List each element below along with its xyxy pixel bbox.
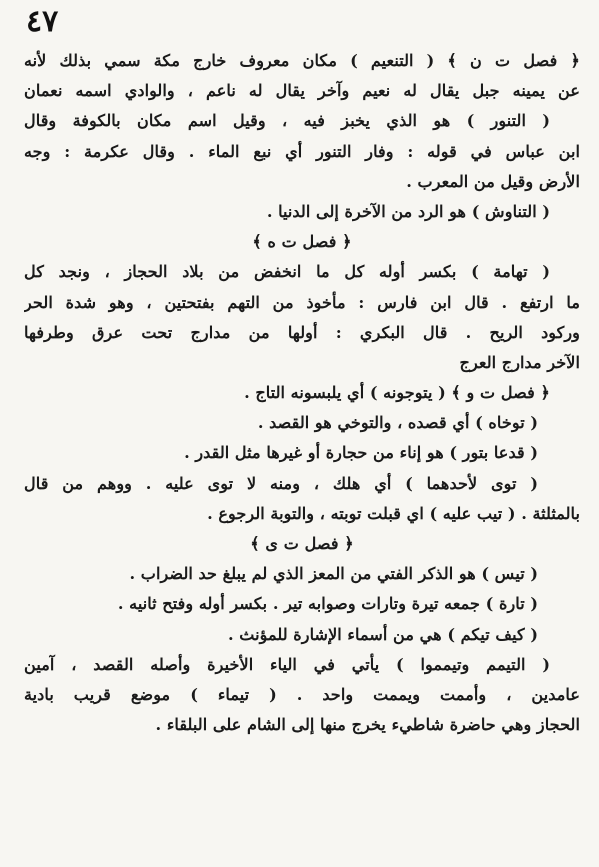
text-line: الحجاز وهي حاضرة شاطيء يخرج منها إلى الشام على البلقاء . (155, 715, 580, 735)
text-line: عامدين ، وأممت ويممت واحد . ( تيماء ) موضع قريب بادية (24, 684, 580, 704)
text-line: ( كيف تيكم ) هي من أسماء الإشارة للمؤنث . (227, 624, 538, 644)
text-line: ( قدعا بتور ) هو إناء من حجارة أو غيرها مثل القدر . (184, 443, 538, 463)
text-line: ما ارتفع . قال ابن فارس : مأخوذ من التهم بفتحتين ، وهو شدة الحر (24, 292, 580, 312)
section-heading: ﴿ فصل ت ى ﴾ (250, 534, 354, 553)
text-line: وركود الريح . قال البكري : أولها من مدارج تحت عرق وطرفها (24, 322, 580, 342)
text-line: عن يمينه جبل يقال له نعيم وآخر يقال له ناعم ، والوادي اسمه نعمان (24, 81, 580, 101)
text-line: ( تيس ) هو الذكر الفتي من المعز الذي لم يبلغ حد الضراب . (129, 564, 538, 584)
text-line: بالمثلثة . ( تيب عليه ) اي قبلت توبته ، والتوبة الرجوع . (207, 503, 580, 523)
text-line: ﴿ فصل ت ن ﴾ ( التنعيم ) مكان معروف خارج مكة سمي بذلك لأنه (24, 51, 580, 70)
text-line: ابن عباس في قوله : وفار التنور أي نبع الماء . وقال عكرمة : وجه (24, 141, 580, 161)
text-line: ( توى لأحدهما ) أي هلك ، ومنه لا توى عليه . ووهم من قال (24, 473, 538, 493)
section-heading: ﴿ فصل ت ه ﴾ (252, 232, 352, 252)
text-line: ( التيمم وتيمموا ) يأتي في الياء الأخيرة وأصله القصد ، آمين (24, 654, 550, 674)
page-number: ٤٧ (26, 4, 59, 39)
text-line: ( التناوش ) هو الرد من الآخرة إلى الدنيا . (266, 201, 550, 221)
text-line: الأرض وقيل من المعرب . (406, 171, 580, 191)
text-line: ( التنور ) هو الذي يخبز فيه ، وقيل اسم مكان بالكوفة وقال (24, 111, 550, 131)
text-line: الآخر مدارج العرج (459, 352, 580, 372)
text-line: ( توخاه ) أي قصده ، والتوخي هو القصد . (257, 413, 538, 433)
text-line: ( تهامة ) بكسر أوله كل ما انخفض من بلاد الحجاز ، ونجد كل (24, 262, 550, 282)
text-line: ( تارة ) جمعه تيرة وتارات وصوابه تير . بكسر أوله وفتح ثانيه . (117, 594, 538, 614)
text-line: ﴿ فصل ت و ﴾ ( يتوجونه ) أي يلبسونه التاج . (244, 383, 550, 403)
page-text (24, 46, 580, 740)
